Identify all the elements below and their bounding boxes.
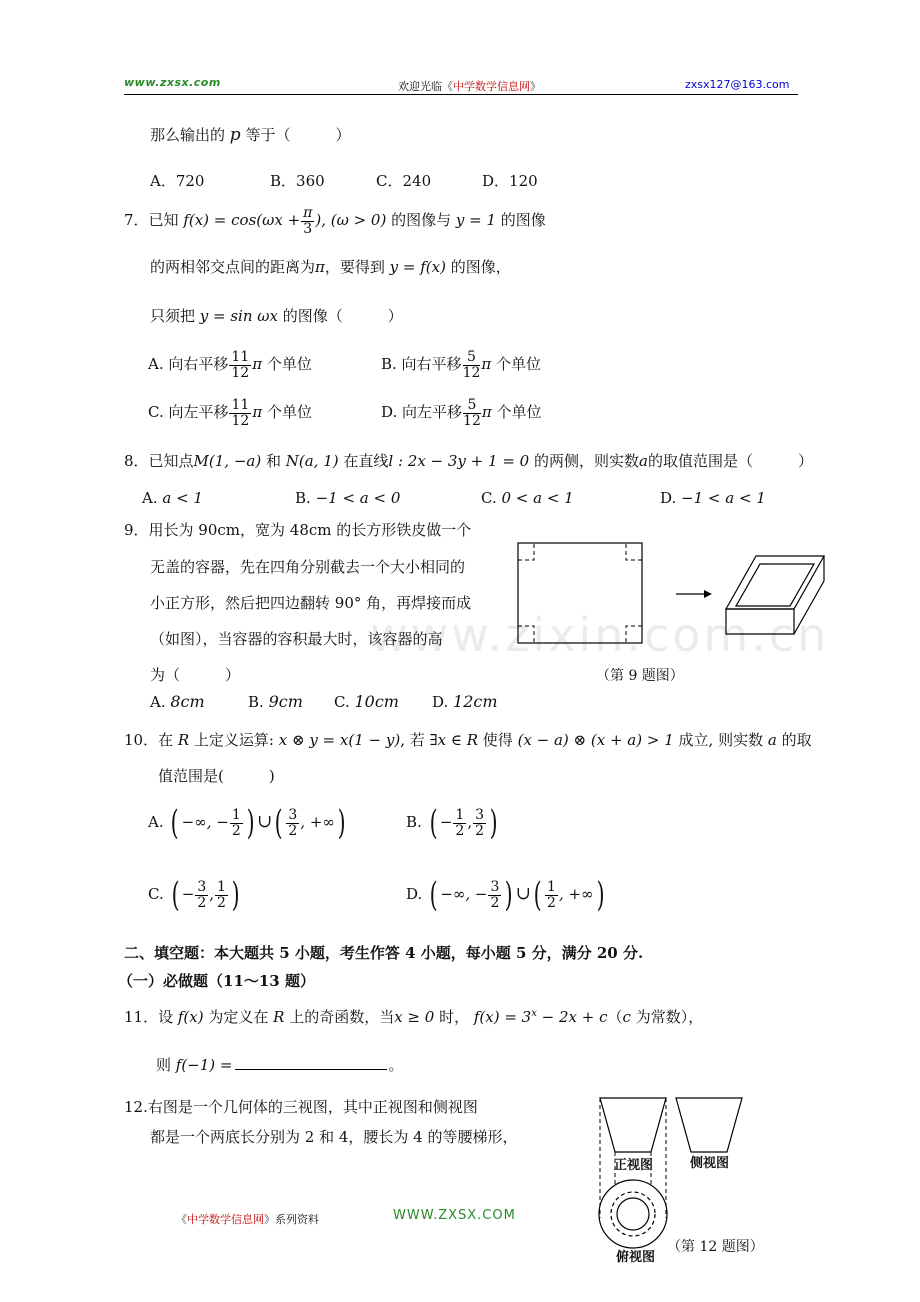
q7-b-num: 5 bbox=[463, 350, 481, 366]
q7-b-frac bbox=[463, 350, 481, 380]
q8-option-a[interactable] bbox=[142, 489, 203, 507]
q7-line-2 bbox=[150, 256, 511, 277]
q6-text: 那么输出的 bbox=[150, 126, 230, 144]
q7-line-1 bbox=[124, 200, 546, 240]
q10-d-part2: , +∞ bbox=[558, 885, 594, 903]
q9-d-expr: 12cm bbox=[453, 692, 498, 711]
q10-c-f1n: 3 bbox=[197, 878, 207, 895]
q10-c-frac1 bbox=[195, 880, 208, 910]
q10-d-part1: −∞, − bbox=[440, 885, 488, 903]
q11-text: 为定义在 bbox=[203, 1008, 274, 1026]
q7-l2-func: y = f(x) bbox=[389, 258, 446, 276]
site-logo[interactable]: www.zxsx.com bbox=[124, 76, 221, 89]
q7-a-pi: π bbox=[252, 355, 263, 373]
q11-line-2 bbox=[156, 1054, 404, 1075]
q7-frac bbox=[301, 206, 314, 236]
q10-b-frac1 bbox=[453, 808, 466, 838]
q11-period: 。 bbox=[388, 1056, 404, 1074]
q7-l3-func: y = sin ωx bbox=[199, 307, 278, 325]
q11-num: 11．设 bbox=[124, 1008, 178, 1026]
q10-b-paren-close: ) bbox=[489, 803, 498, 843]
q9-figure bbox=[512, 536, 828, 648]
q10-text-c: 使得 bbox=[478, 731, 518, 749]
q12-front-view bbox=[600, 1098, 666, 1152]
q8-text-b: 的两侧，则实数 bbox=[529, 452, 639, 470]
welcome-prefix: 欢迎光临《 bbox=[398, 80, 453, 93]
q10-b-f1d: 2 bbox=[455, 822, 465, 839]
q7-d-den: 12 bbox=[463, 412, 481, 429]
q10-var: a bbox=[767, 731, 777, 749]
q7-l2-pi: π bbox=[315, 258, 325, 276]
q10-exists: ∃x ∈ R bbox=[429, 731, 479, 749]
q10-d-paren-open2: ( bbox=[533, 875, 542, 915]
q9-box bbox=[726, 556, 824, 634]
q10-text-b: , 若 bbox=[400, 731, 430, 749]
header-welcome bbox=[398, 78, 541, 94]
q10-set: R bbox=[177, 731, 190, 749]
q7-l3-text: 只须把 bbox=[150, 307, 200, 325]
q10-a-paren-close: ) bbox=[246, 803, 255, 843]
q8-c-label: C. bbox=[481, 489, 502, 507]
q8-line-eq: l : 2x − 3y + 1 = 0 bbox=[388, 452, 530, 470]
q10-a-part1: −∞, − bbox=[181, 813, 229, 831]
welcome-suffix: 》 bbox=[530, 80, 541, 93]
arrow-icon bbox=[676, 590, 712, 598]
q6-option-c[interactable]: C．240 bbox=[376, 172, 432, 190]
q7-a-frac bbox=[229, 350, 251, 380]
q8-a-expr: a < 1 bbox=[162, 489, 203, 507]
q11-text-b: 上的奇函数，当 bbox=[284, 1008, 395, 1026]
q7-b-unit: 个单位 bbox=[491, 355, 542, 373]
q10-d-paren-open: ( bbox=[429, 875, 438, 915]
q7-l2-text-b: ，要得到 bbox=[324, 258, 390, 276]
q11-func: f(x) bbox=[177, 1008, 204, 1026]
q7-c-den: 12 bbox=[231, 412, 250, 429]
q9-d-label: D. bbox=[432, 693, 454, 711]
q7-c-pi: π bbox=[252, 403, 263, 421]
q10-b-f2n: 3 bbox=[475, 806, 485, 823]
q7-option-b[interactable] bbox=[381, 343, 541, 385]
q10-a-f1n: 1 bbox=[231, 806, 241, 823]
q10-op-def: x ⊗ y = x(1 − y) bbox=[278, 731, 401, 749]
q8-d-label: D. bbox=[660, 489, 682, 507]
q11-paren: （ bbox=[607, 1008, 623, 1026]
q10-d-f1d: 2 bbox=[490, 894, 500, 911]
q10-line-2: 值范围是( ) bbox=[158, 767, 275, 785]
q10-a-f1d: 2 bbox=[231, 822, 241, 839]
q9-b-label: B. bbox=[248, 693, 269, 711]
q11-set: R bbox=[273, 1008, 285, 1026]
q6-option-d[interactable]: D．120 bbox=[482, 172, 538, 190]
q8-option-c[interactable] bbox=[481, 489, 574, 507]
q10-d-frac1 bbox=[488, 880, 501, 910]
q10-num: 10．在 bbox=[124, 731, 178, 749]
q8-text: 在直线 bbox=[338, 452, 389, 470]
q12-top-label: 俯视图 bbox=[616, 1250, 656, 1265]
q6-text-end: 等于（ ） bbox=[240, 126, 351, 144]
q12-side-label: 侧视图 bbox=[690, 1156, 730, 1171]
footer-suffix: 》系列资料 bbox=[264, 1213, 319, 1226]
q10-c-comma: , bbox=[209, 885, 215, 903]
q10-text-e: 的取 bbox=[776, 731, 812, 749]
q10-d-label: D. bbox=[406, 885, 423, 903]
q8-option-d[interactable] bbox=[660, 489, 766, 507]
q7-option-c[interactable] bbox=[148, 391, 312, 433]
q6-var: p bbox=[229, 125, 241, 145]
q7-d-pre: D. 向左平移 bbox=[381, 403, 463, 421]
q10-a-label: A. bbox=[148, 813, 164, 831]
q8-var: a bbox=[638, 452, 648, 470]
q7-d-pi: π bbox=[481, 403, 492, 421]
q10-c-label: C. bbox=[148, 885, 164, 903]
q7-a-unit: 个单位 bbox=[262, 355, 312, 373]
q7-line-3 bbox=[150, 305, 403, 326]
q10-d-frac2 bbox=[545, 880, 558, 910]
q7-text: 的图像与 bbox=[386, 211, 456, 229]
q7-l2-text: 的两相邻交点间的距离为 bbox=[150, 258, 316, 276]
q10-c-frac2 bbox=[215, 880, 228, 910]
q8-point-m: M(1, −a) bbox=[193, 452, 262, 470]
q10-a-frac2 bbox=[286, 808, 299, 838]
q10-d-paren-close: ) bbox=[505, 875, 514, 915]
q12-line-1: 12.右图是一个几何体的三视图，其中正视图和侧视图 bbox=[124, 1098, 478, 1116]
q9-sheet bbox=[518, 543, 642, 643]
q8-a-label: A. bbox=[142, 489, 163, 507]
q10-a-frac1 bbox=[230, 808, 243, 838]
q10-b-f2d: 2 bbox=[475, 822, 485, 839]
q10-option-c[interactable] bbox=[148, 872, 242, 916]
q9-option-a[interactable] bbox=[150, 692, 205, 711]
q10-a-paren-open2: ( bbox=[274, 803, 283, 843]
q11-answer-blank[interactable] bbox=[235, 1055, 387, 1070]
q10-option-a[interactable] bbox=[148, 800, 348, 844]
q9-line-3: 小正方形，然后把四边翻转 90° 角，再焊接而成 bbox=[150, 594, 472, 612]
q7-c-pre: C. 向左平移 bbox=[148, 403, 229, 421]
q10-a-paren-close2: ) bbox=[337, 803, 346, 843]
q10-b-frac2 bbox=[473, 808, 486, 838]
q7-cond: ), (ω > 0) bbox=[315, 211, 387, 229]
header-email[interactable]: zxsx127@163.com bbox=[685, 78, 790, 91]
q11-text-c: 时， bbox=[434, 1008, 474, 1026]
footer-prefix: 《 bbox=[176, 1213, 187, 1226]
q11-expr: f(x) = 3 bbox=[473, 1008, 532, 1026]
q7-func: f(x) = cos(ωx + bbox=[183, 211, 301, 229]
q8-b-label: B. bbox=[295, 489, 316, 507]
q11-expr-b: − 2x + c bbox=[536, 1008, 608, 1026]
section-2-title: 二、填空题：本大题共 5 小题，考生作答 4 小题，每小题 5 分，满分 20 分. bbox=[124, 944, 644, 962]
q9-line-2: 无盖的容器，先在四角分别截去一个大小相同的 bbox=[150, 558, 466, 576]
q7-d-num: 5 bbox=[463, 398, 481, 414]
q10-c-f1d: 2 bbox=[197, 894, 207, 911]
q9-line-5: 为（ ） bbox=[150, 666, 241, 684]
q7-c-frac bbox=[229, 398, 251, 428]
q7-d-unit: 个单位 bbox=[491, 403, 542, 421]
q7-option-a[interactable] bbox=[148, 343, 312, 385]
q7-b-den: 12 bbox=[462, 364, 481, 381]
q10-b-paren-open: ( bbox=[429, 803, 438, 843]
q7-a-num: 11 bbox=[231, 348, 250, 365]
q9-cut-corners bbox=[518, 543, 642, 643]
q10-c-paren-close: ) bbox=[231, 875, 240, 915]
q10-b-f1n: 1 bbox=[455, 806, 465, 823]
q10-text-d: 成立, 则实数 bbox=[673, 731, 768, 749]
q10-c-paren-open: ( bbox=[171, 875, 180, 915]
q9-a-label: A. bbox=[150, 693, 171, 711]
q7-c-num: 11 bbox=[231, 396, 250, 413]
footer-series bbox=[176, 1211, 319, 1227]
q7-l3-text-b: 的图像（ ） bbox=[277, 307, 403, 325]
q9-a-expr: 8cm bbox=[170, 692, 205, 711]
q12-front-label: 正视图 bbox=[614, 1158, 654, 1173]
footer-site-link[interactable]: 中学数学信息网 bbox=[187, 1213, 264, 1226]
q12-line-2: 都是一个两底长分别为 2 和 4，腰长为 4 的等腰梯形， bbox=[150, 1128, 518, 1146]
q8-and: 和 bbox=[261, 452, 286, 470]
q7-frac-den: 3 bbox=[303, 220, 313, 237]
q9-caption: （第 9 题图） bbox=[596, 668, 684, 684]
watermark: www.zixin.com.cn bbox=[370, 608, 830, 662]
q6-option-a[interactable]: A．720 bbox=[150, 172, 205, 190]
q7-b-pi: π bbox=[481, 355, 492, 373]
q7-num: 7．已知 bbox=[124, 211, 184, 229]
q11-cond: x ≥ 0 bbox=[394, 1008, 435, 1026]
q12-side-view bbox=[676, 1098, 742, 1152]
q8-c-expr: 0 < a < 1 bbox=[501, 489, 574, 507]
q9-option-d[interactable] bbox=[432, 692, 498, 711]
q7-d-frac bbox=[463, 398, 481, 428]
q6-question-line bbox=[150, 124, 350, 145]
q10-option-d[interactable] bbox=[406, 872, 607, 916]
q7-b-pre: B. 向右平移 bbox=[381, 355, 462, 373]
q9-option-b[interactable] bbox=[248, 692, 303, 711]
q10-d-f1n: 3 bbox=[490, 878, 500, 895]
q7-a-pre: A. 向右平移 bbox=[148, 355, 229, 373]
q11-then: 则 bbox=[156, 1056, 176, 1074]
q8-num: 8．已知点 bbox=[124, 452, 194, 470]
q9-c-label: C. bbox=[334, 693, 355, 711]
section-2-subtitle: （一）必做题（11～13 题） bbox=[118, 972, 315, 990]
q10-c-f2d: 2 bbox=[217, 894, 226, 911]
q8-b-expr: −1 < a < 0 bbox=[315, 489, 401, 507]
header-divider bbox=[124, 94, 798, 95]
q10-a-paren-open: ( bbox=[171, 803, 180, 843]
q11-ask: f(−1) = bbox=[175, 1056, 233, 1074]
q11-exp: x bbox=[531, 1008, 537, 1019]
q10-b-minus: − bbox=[439, 813, 453, 831]
q11-c: c bbox=[622, 1008, 631, 1026]
q7-frac-num: π bbox=[303, 204, 313, 221]
q8-option-b[interactable] bbox=[295, 489, 400, 507]
q7-l2-text-c: 的图像， bbox=[445, 258, 511, 276]
footer-url[interactable]: WWW.ZXSX.COM bbox=[393, 1208, 516, 1223]
q10-b-comma: , bbox=[467, 813, 473, 831]
q9-line-4: （如图），当容器的容积最大时，该容器的高 bbox=[150, 630, 443, 648]
q8-text-c: 的取值范围是（ ） bbox=[647, 452, 813, 470]
q9-b-expr: 9cm bbox=[268, 692, 303, 711]
q10-d-f2d: 2 bbox=[547, 894, 556, 911]
q12-caption: （第 12 题图） bbox=[667, 1239, 764, 1255]
q8-d-expr: −1 < a < 1 bbox=[681, 489, 766, 507]
q12-top-view bbox=[599, 1180, 667, 1248]
q10-a-part2: , +∞ bbox=[300, 813, 335, 831]
q7-text-end: 的图像 bbox=[496, 211, 546, 229]
q10-c-f2n: 1 bbox=[217, 878, 226, 895]
q10-d-union: ∪ bbox=[515, 883, 531, 904]
q7-c-unit: 个单位 bbox=[262, 403, 312, 421]
q8-point-n: N(a, 1) bbox=[285, 452, 339, 470]
q9-option-c[interactable] bbox=[334, 692, 399, 711]
q9-c-expr: 10cm bbox=[354, 692, 399, 711]
q10-a-f2d: 2 bbox=[288, 822, 298, 839]
q9-line-1: 9．用长为 90cm，宽为 48cm 的长方形铁皮做一个 bbox=[124, 521, 472, 539]
q10-text: 上定义运算: bbox=[189, 731, 279, 749]
q6-option-b[interactable]: B．360 bbox=[270, 172, 325, 190]
q11-line-1 bbox=[124, 1006, 703, 1027]
q8-line-1 bbox=[124, 450, 813, 471]
q10-option-b[interactable] bbox=[406, 800, 500, 844]
q7-line-eq: y = 1 bbox=[455, 211, 497, 229]
q10-a-f2n: 3 bbox=[288, 806, 298, 823]
q10-ineq: (x − a) ⊗ (x + a) > 1 bbox=[517, 731, 674, 749]
q10-d-f2n: 1 bbox=[547, 878, 556, 895]
welcome-site[interactable]: 中学数学信息网 bbox=[453, 80, 530, 93]
q10-line-1 bbox=[124, 729, 812, 750]
q10-a-union: ∪ bbox=[257, 811, 273, 832]
q10-b-label: B. bbox=[406, 813, 422, 831]
q10-c-minus: − bbox=[181, 885, 195, 903]
q7-a-den: 12 bbox=[231, 364, 250, 381]
q11-text-d: 为常数）， bbox=[630, 1008, 704, 1026]
q7-option-d[interactable] bbox=[381, 391, 542, 433]
q10-d-paren-close2: ) bbox=[596, 875, 605, 915]
